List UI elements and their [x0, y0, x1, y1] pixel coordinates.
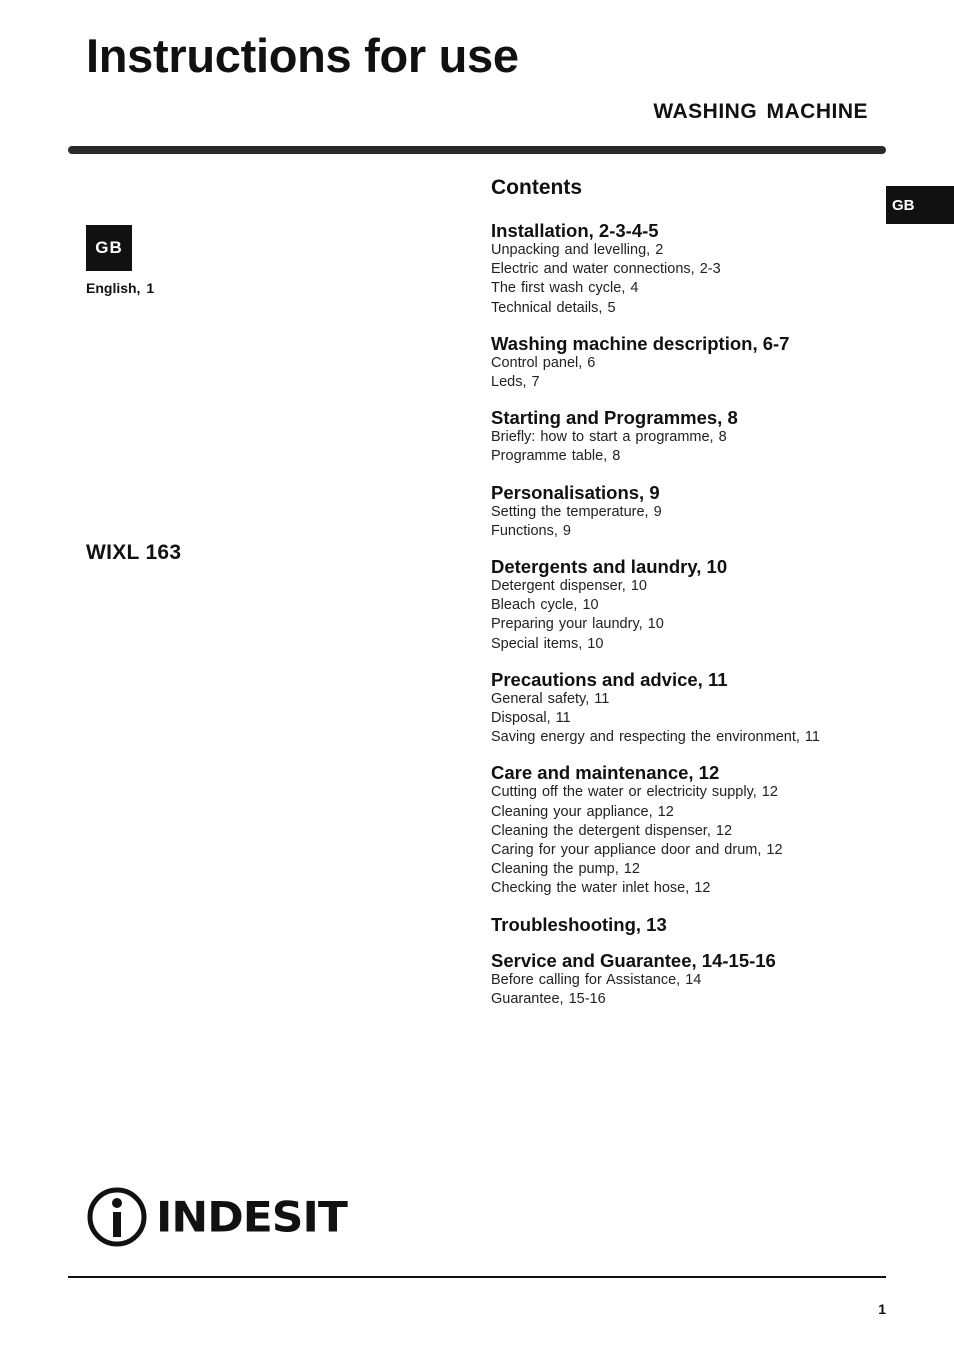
section-item: Before calling for Assistance, 14: [491, 971, 702, 988]
section-item: General safety, 11: [491, 690, 610, 707]
section-item: Checking the water inlet hose, 12: [491, 880, 711, 897]
model-number: WIXL 163: [86, 541, 182, 564]
top-divider: [68, 146, 886, 154]
document-subtitle: WASHING MACHINE: [653, 100, 868, 123]
contents-section: [491, 914, 891, 935]
section-title: Washing machine description, 6-7: [491, 332, 790, 354]
section-item: Caring for your appliance door and drum, 12: [491, 842, 783, 859]
section-item: Briefly: how to start a programme, 8: [491, 429, 727, 446]
section-item: Bleach cycle, 10: [491, 597, 599, 614]
contents-section: [491, 950, 891, 1009]
contents-section: [491, 220, 891, 318]
section-item: Guarantee, 15-16: [491, 990, 606, 1007]
section-item: Electric and water connections, 2-3: [491, 261, 721, 278]
section-item: Cleaning your appliance, 12: [491, 803, 674, 820]
language-badge: GB: [86, 225, 132, 271]
section-item: Special items, 10: [491, 635, 604, 652]
section-item: Detergent dispenser, 10: [491, 578, 647, 595]
section-item: Functions, 9: [491, 522, 571, 539]
section-item: Preparing your laundry, 10: [491, 616, 664, 633]
section-item: Cutting off the water or electricity supply, 12: [491, 784, 778, 801]
logo-wordmark: INDESIT: [156, 1192, 347, 1242]
section-item: Programme table, 8: [491, 448, 621, 465]
section-title: Personalisations, 9: [491, 481, 660, 503]
contents-section: [491, 482, 891, 541]
section-item: Control panel, 6: [491, 354, 596, 371]
section-item: The first wash cycle, 4: [491, 280, 639, 297]
section-item: Cleaning the pump, 12: [491, 861, 640, 878]
section-item: Unpacking and levelling, 2: [491, 242, 664, 258]
contents-section: [491, 407, 891, 466]
brand-logo: [86, 1184, 347, 1250]
indesit-i-logo-icon: [86, 1186, 148, 1248]
language-label: English, 1: [86, 280, 155, 296]
section-item: Cleaning the detergent dispenser, 12: [491, 822, 733, 839]
language-side-tab: GB: [886, 186, 954, 224]
contents-heading: Contents: [491, 176, 582, 199]
section-item: Technical details, 5: [491, 299, 616, 316]
section-title: Precautions and advice, 11: [491, 668, 728, 690]
contents-section: [491, 333, 891, 392]
section-title: Detergents and laundry, 10: [491, 556, 728, 578]
contents-section: [491, 556, 891, 654]
section-item: Leds, 7: [491, 374, 540, 391]
contents-sections: [491, 220, 891, 1009]
section-title: Installation, 2-3-4-5: [491, 220, 659, 241]
bottom-divider: [68, 1276, 886, 1278]
section-item: Setting the temperature, 9: [491, 503, 662, 520]
section-item: Disposal, 11: [491, 710, 571, 727]
section-item: Saving energy and respecting the environment, 11: [491, 729, 820, 746]
page-number: 1: [878, 1301, 886, 1317]
section-title: Starting and Programmes, 8: [491, 407, 738, 429]
contents-section: [491, 762, 891, 898]
section-title: Care and maintenance, 12: [491, 762, 720, 784]
contents-section: [491, 669, 891, 748]
table-of-contents: [491, 175, 891, 1024]
section-title: Service and Guarantee, 14-15-16: [491, 949, 776, 971]
section-title: Troubleshooting, 13: [491, 913, 667, 935]
page-title: Instructions for use: [86, 29, 519, 82]
